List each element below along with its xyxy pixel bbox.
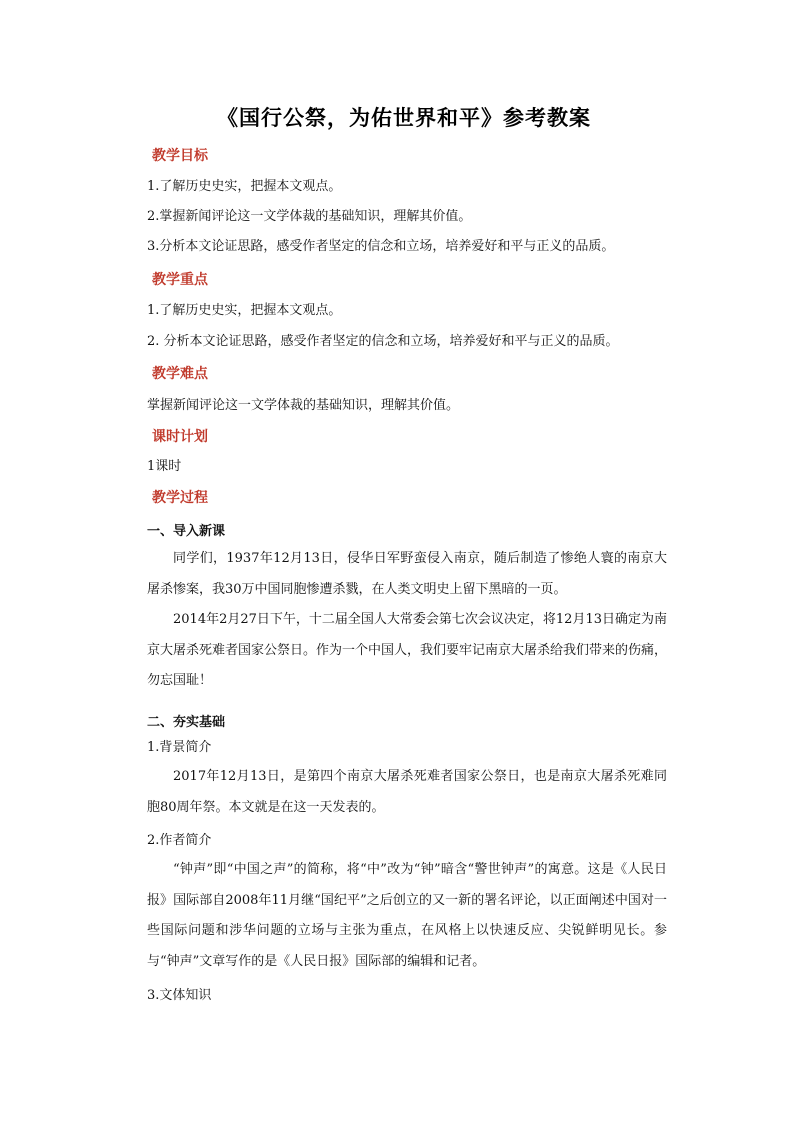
- heading-process: 教学过程: [152, 490, 208, 506]
- key-point-item-2: 2. 分析本文论证思路，感受作者坚定的信念和立场，培养爱好和平与正义的品质。: [147, 334, 619, 349]
- author-text: “钟声”即“中国之声”的简称，将“中”改为“钟”暗含“警世钟声”的寓意。这是《人民日报》国际部自2008年11月继“国纪平”之后创立的又一新的署名评论，以正面阐述中国对一些国际问题和涉华问题的立场与主张为重点，在风格上以快速反应、尖锐鲜明见长。参与“钟声”文章写作的是《人民日报》国际部的编辑和记者。: [147, 862, 667, 969]
- intro-paragraph-1: 同学们，1937年12月13日，侵华日军野蛮侵入南京，随后制造了惨绝人寰的南京大屠杀惨案，我30万中国同胞惨遭杀戮，在人类文明史上留下黑暗的一页。: [147, 551, 667, 597]
- author-heading: 2.作者简介: [147, 833, 212, 848]
- difficulty-item-1: 掌握新闻评论这一文学体裁的基础知识，理解其价值。: [147, 398, 460, 413]
- heading-key-points: 教学重点: [152, 272, 208, 288]
- goal-item-2: 2.掌握新闻评论这一文学体裁的基础知识，理解其价值。: [147, 209, 472, 224]
- background-heading: 1.背景简介: [147, 740, 212, 755]
- intro-paragraph-2: 2014年2月27日下午，十二届全国人大常委会第七次会议决定，将12月13日确定为南京大屠杀死难者国家公祭日。作为一个中国人，我们要牢记南京大屠杀给我们带来的伤痛，勿忘国耻！: [147, 612, 668, 688]
- goal-item-1: 1.了解历史史实，把握本文观点。: [147, 179, 342, 194]
- goal-item-3: 3.分析本文论证思路，感受作者坚定的信念和立场，培养爱好和平与正义的品质。: [147, 239, 615, 254]
- schedule-item-1: 1课时: [147, 459, 182, 474]
- document-title: 《国行公祭，为佑世界和平》参考教案: [217, 105, 591, 130]
- heading-difficulties: 教学难点: [152, 366, 208, 382]
- subheading-intro: 一、导入新课: [147, 524, 226, 539]
- heading-schedule: 课时计划: [152, 429, 208, 445]
- genre-heading: 3.文体知识: [147, 988, 212, 1003]
- subheading-basics: 二、夯实基础: [147, 715, 226, 730]
- key-point-item-1: 1.了解历史史实，把握本文观点。: [147, 303, 342, 318]
- background-text: 2017年12月13日，是第四个南京大屠杀死难者国家公祭日，也是南京大屠杀死难同胞80周年祭。本文就是在这一天发表的。: [147, 769, 667, 815]
- heading-teaching-goals: 教学目标: [152, 148, 208, 164]
